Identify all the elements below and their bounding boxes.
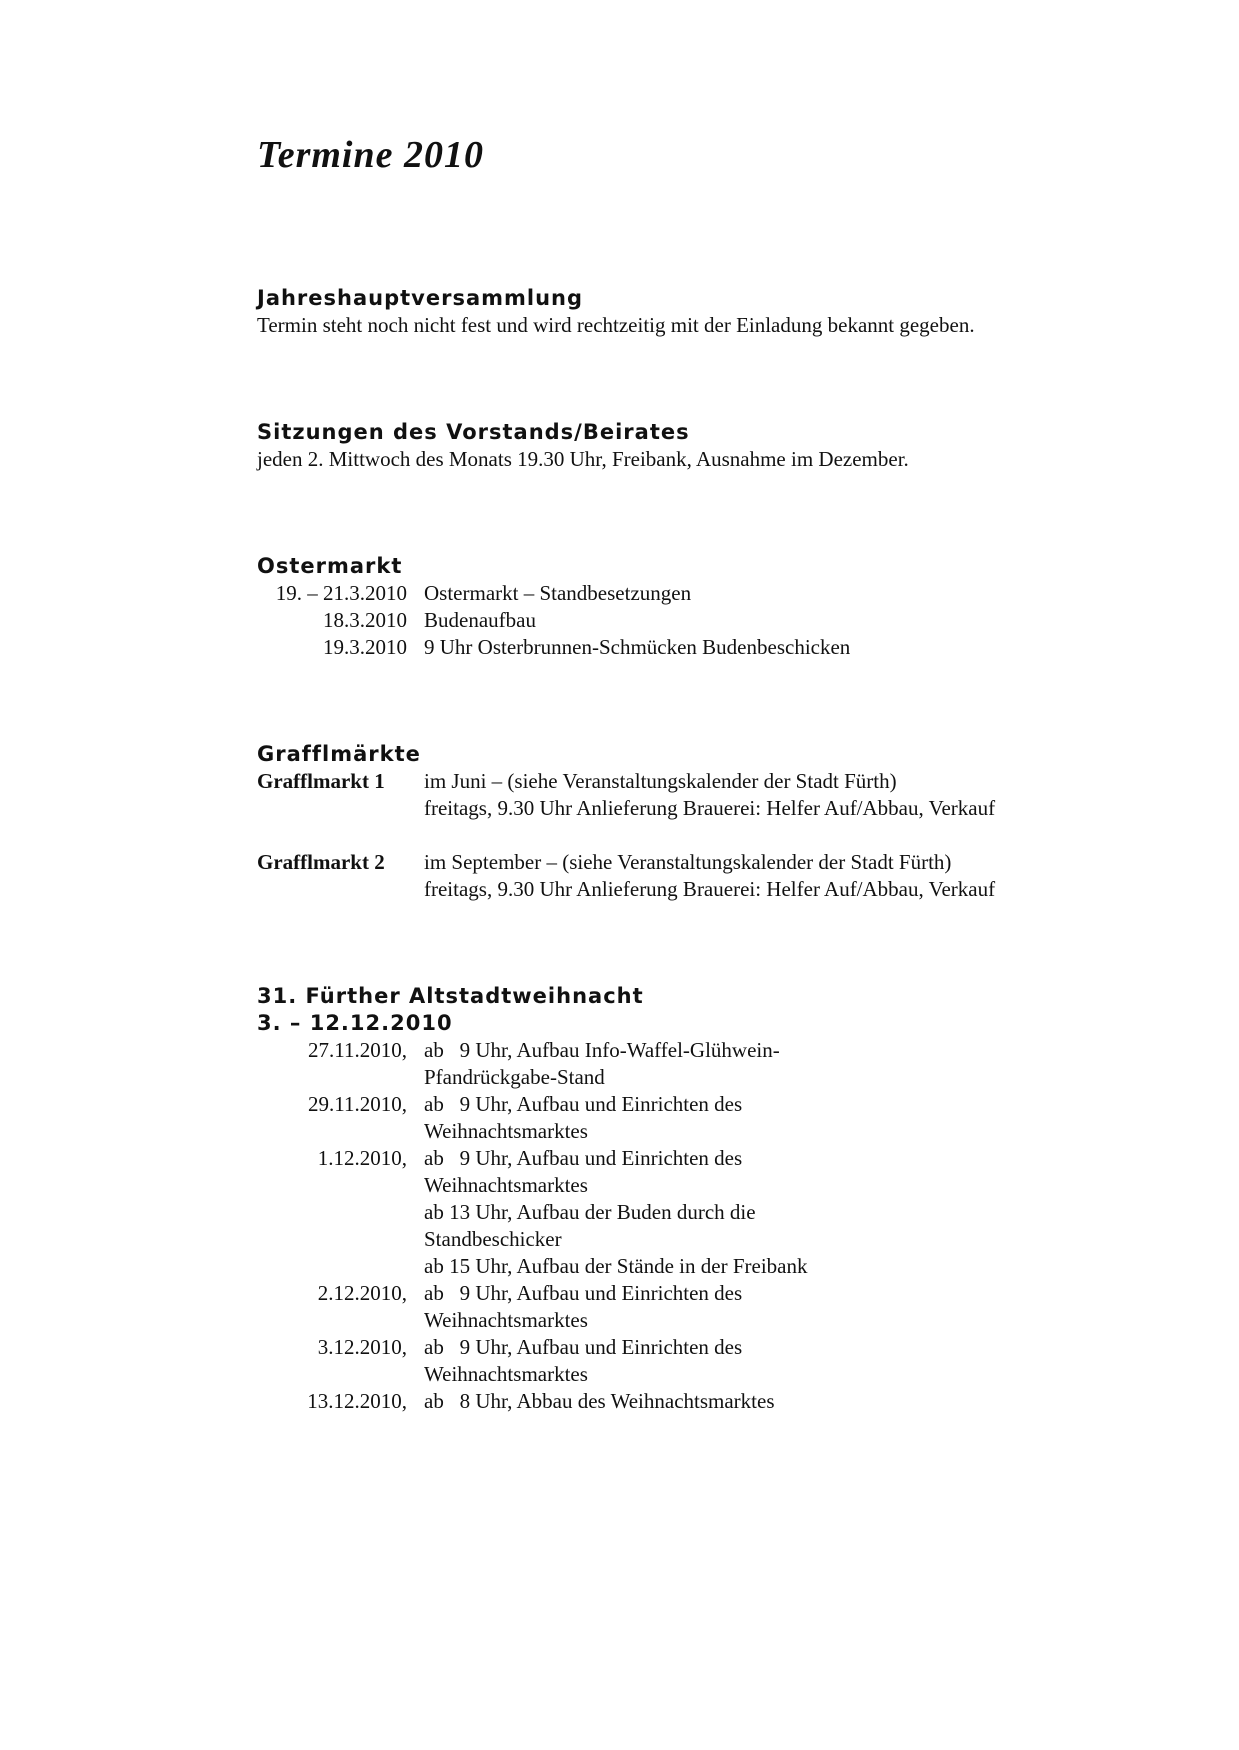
schedule-date [257,1361,407,1388]
schedule-date: 3.12.2010, [317,1335,407,1359]
grafflmarkt-2-text: im September – (siehe Veranstaltungskalender der Stadt Fürth) [424,850,952,874]
section-heading: 31. Fürther Altstadtweihnacht [257,984,644,1008]
schedule-row [257,1118,1157,1145]
schedule-text: ab 15 Uhr, Aufbau der Stände in der Freibank [424,1254,808,1278]
grafflmarkt-1-line [257,768,1157,795]
entry-text: 9 Uhr Osterbrunnen-Schmücken Budenbeschicken [424,635,851,659]
section-heading: Grafflmärkte [257,742,421,766]
schedule-date: 1.12.2010, [317,1146,407,1170]
entry-text: Budenaufbau [424,608,536,632]
section-sitzungen [257,419,1157,473]
schedule-text: ab 9 Uhr, Aufbau und Einrichten des [424,1146,743,1170]
schedule-date [257,1064,407,1091]
section-heading: Sitzungen des Vorstands/Beirates [257,420,690,444]
section-heading: Jahreshauptversammlung [257,286,584,310]
schedule-row [257,1091,1157,1118]
schedule-text: Pfandrückgabe-Stand [424,1065,605,1089]
schedule-date [257,1199,407,1226]
schedule-text: ab 8 Uhr, Abbau des Weihnachtsmarktes [424,1389,775,1413]
schedule-date [257,1253,407,1280]
schedule-row [257,1253,1157,1280]
schedule-text: ab 9 Uhr, Aufbau und Einrichten des [424,1092,743,1116]
schedule-text: Weihnachtsmarktes [424,1362,588,1386]
section-text: jeden 2. Mittwoch des Monats 19.30 Uhr, Freibank, Ausnahme im Dezember. [257,447,909,471]
grafflmarkt-1-text: im Juni – (siehe Veranstaltungskalender der Stadt Fürth) [424,769,897,793]
schedule-row [257,1280,1157,1307]
schedule-row [257,1037,1157,1064]
schedule-row [257,1199,1157,1226]
grafflmarkt-1-text: freitags, 9.30 Uhr Anlieferung Brauerei: Helfer Auf/Abbau, Verkauf [424,796,996,820]
schedule-date: 13.12.2010, [307,1389,407,1413]
schedule-date: 2.12.2010, [317,1281,407,1305]
schedule-text: Weihnachtsmarktes [424,1119,588,1143]
schedule-date: 29.11.2010, [308,1092,407,1116]
schedule-date [257,1172,407,1199]
grafflmarkt-1-line [257,795,1157,822]
section-ostermarkt [257,553,1157,661]
grafflmarkt-2-label: Grafflmarkt 2 [257,850,385,874]
section-jahreshauptversammlung [257,285,1157,339]
entry-text: Ostermarkt – Standbesetzungen [424,581,692,605]
grafflmarkt-2-line [257,849,1157,876]
spacer [257,876,424,903]
grafflmarkt-2-text: freitags, 9.30 Uhr Anlieferung Brauerei: Helfer Auf/Abbau, Verkauf [424,877,996,901]
section-altstadtweihnacht [257,983,1157,1415]
schedule-text: ab 9 Uhr, Aufbau und Einrichten des [424,1281,743,1305]
schedule-row [257,1334,1157,1361]
schedule-date [257,1226,407,1253]
schedule-text: Weihnachtsmarktes [424,1173,588,1197]
section-grafflmaerkte [257,741,1157,903]
ostermarkt-entry [257,580,1157,607]
schedule-text: Weihnachtsmarktes [424,1308,588,1332]
grafflmarkt-2-line [257,876,1157,903]
schedule-row [257,1145,1157,1172]
schedule-row [257,1064,1157,1091]
schedule-text: ab 13 Uhr, Aufbau der Buden durch die [424,1200,756,1224]
schedule-text: ab 9 Uhr, Aufbau und Einrichten des [424,1335,743,1359]
section-heading: Ostermarkt [257,554,403,578]
entry-date: 18.3.2010 [323,608,407,632]
schedule-text: ab 9 Uhr, Aufbau Info-Waffel-Glühwein- [424,1038,780,1062]
ostermarkt-entry [257,607,1157,634]
entry-date: 19. – 21.3.2010 [275,581,407,605]
schedule-row [257,1361,1157,1388]
schedule-text: Standbeschicker [424,1227,562,1251]
schedule-row [257,1172,1157,1199]
schedule-row [257,1388,1157,1415]
section-subheading: 3. – 12.12.2010 [257,1011,453,1035]
schedule-date [257,1307,407,1334]
schedule-date [257,1118,407,1145]
page-title: Termine 2010 [257,134,484,176]
grafflmarkt-1-label: Grafflmarkt 1 [257,769,385,793]
entry-date: 19.3.2010 [323,635,407,659]
section-text: Termin steht noch nicht fest und wird rechtzeitig mit der Einladung bekannt gegeben. [257,313,975,337]
schedule-date: 27.11.2010, [308,1038,407,1062]
schedule-row [257,1307,1157,1334]
ostermarkt-entry [257,634,1157,661]
spacer [257,822,1157,849]
schedule-row [257,1226,1157,1253]
weihnacht-schedule [257,1037,1157,1415]
spacer [257,795,424,822]
